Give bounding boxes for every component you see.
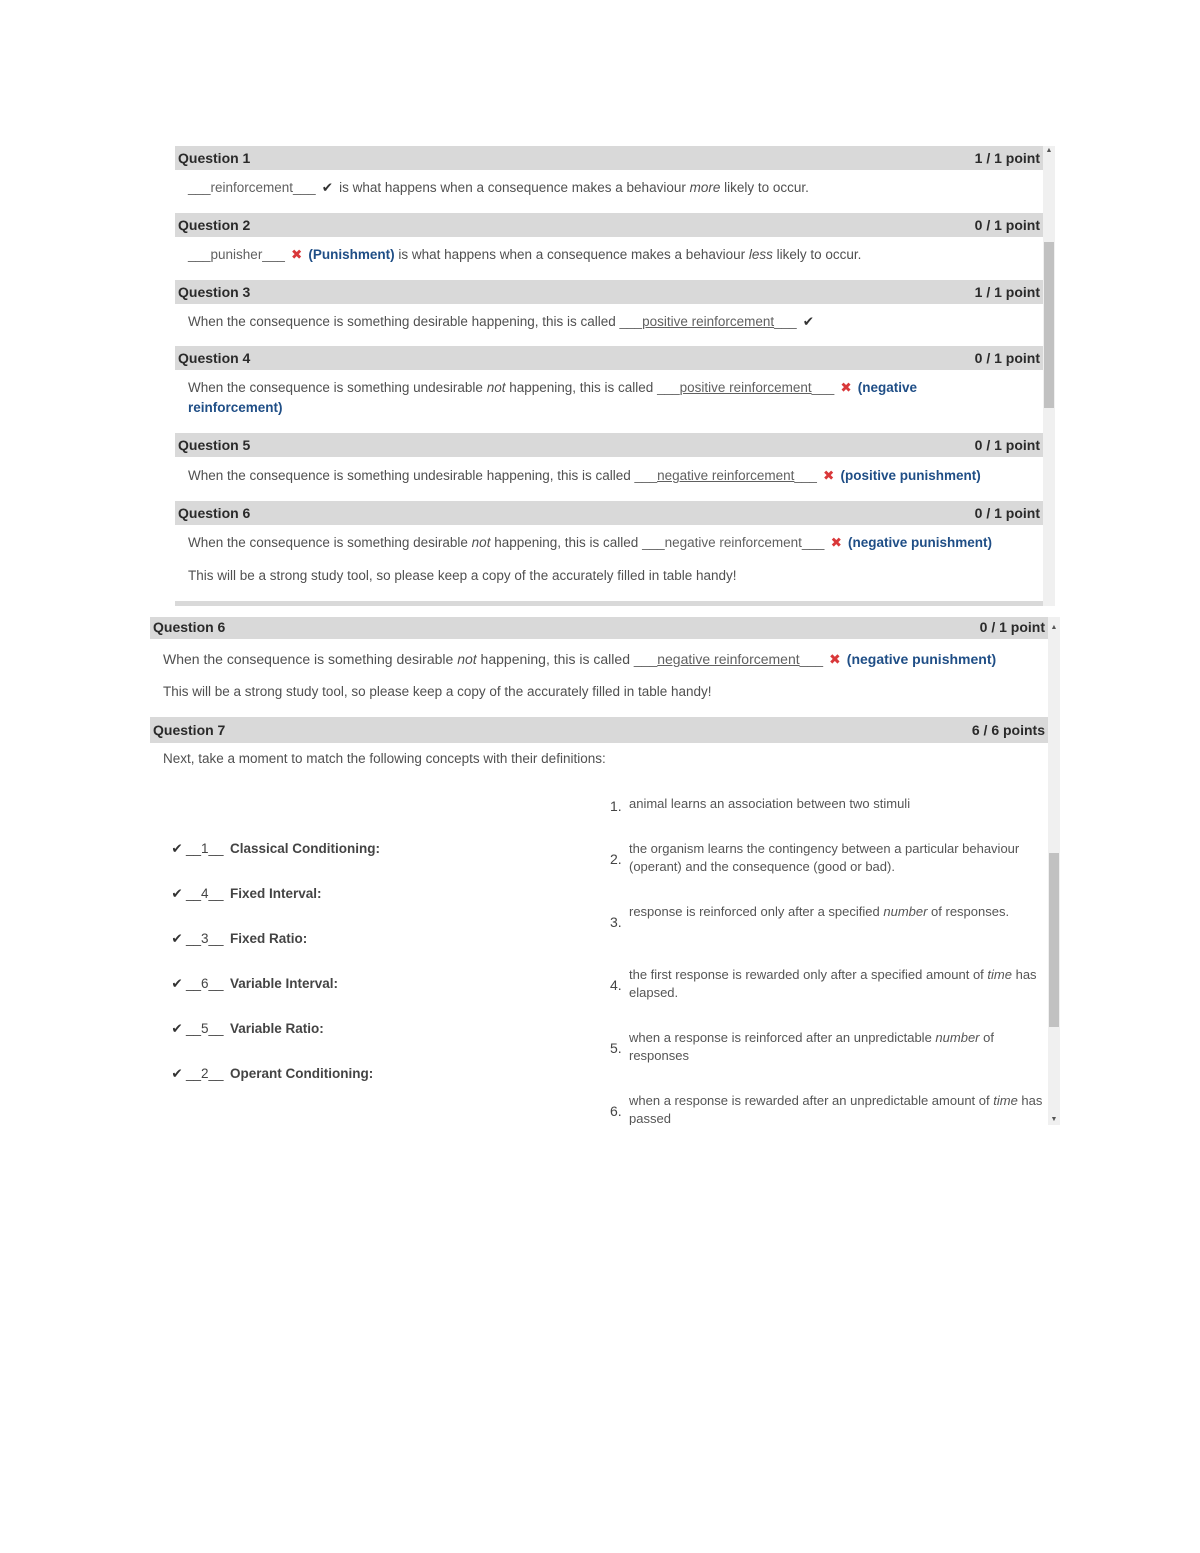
blank-post: ___	[794, 468, 817, 483]
student-answer: negative reinforcement	[657, 651, 800, 667]
match-concept: Classical Conditioning:	[230, 841, 381, 856]
panel-2-scrollbar[interactable]	[1048, 617, 1060, 1125]
definition-text-part: has passed	[629, 1093, 1043, 1125]
question-title: Question 7	[153, 722, 226, 738]
question-text-emphasis: not	[486, 380, 506, 395]
definition-text	[629, 840, 1048, 876]
question-7-header-edge	[175, 601, 1043, 606]
definition-text-part: of responses.	[927, 904, 1010, 919]
definition-text-part: animal learns an association between two stimuli	[629, 796, 911, 811]
question-title: Question 6	[178, 505, 251, 521]
question-text: When the consequence is something undesirable happening, this is called	[188, 468, 635, 483]
match-answer: __4__	[186, 886, 224, 901]
question-6-body	[163, 649, 1044, 669]
question-7-header	[150, 717, 1048, 743]
question-3-body	[188, 312, 1039, 332]
student-answer: positive reinforcement	[679, 380, 812, 395]
question-6-header	[175, 501, 1043, 525]
definition-text-emphasis: number	[935, 1030, 980, 1045]
student-answer: positive reinforcement	[642, 314, 775, 329]
student-answer: ___negative reinforcement___	[642, 535, 825, 550]
match-concept: Variable Ratio:	[230, 1021, 324, 1036]
quiz-results-panel-1	[175, 146, 1043, 606]
definition-text-part: when a response is reinforced after an unpredictable	[629, 1030, 936, 1045]
definition-text-part: when a response is rewarded after an unpredictable amount of	[629, 1093, 994, 1108]
definition-text	[629, 903, 1048, 921]
definition-text	[629, 1092, 1048, 1125]
student-answer: ___reinforcement___	[188, 180, 316, 195]
scroll-up-arrow-icon[interactable]: ▲	[1050, 624, 1058, 631]
checkmark-icon: ✔	[171, 886, 183, 901]
question-points: 6 / 6 points	[971, 722, 1045, 738]
question-points: 1 / 1 point	[974, 284, 1040, 300]
question-text: happening, this is called	[476, 651, 634, 667]
definition-item	[610, 795, 1048, 815]
study-note: This will be a strong study tool, so please keep a copy of the accurately filled in table handy!	[188, 568, 737, 583]
match-concept: Fixed Interval:	[230, 886, 322, 901]
definition-number: 5.	[610, 1040, 622, 1056]
match-row-fixed-ratio	[168, 929, 307, 949]
definition-text-part: the first response is rewarded only after a specified amount of	[629, 967, 988, 982]
question-points: 0 / 1 point	[974, 505, 1040, 521]
x-mark-icon: ✖	[290, 247, 303, 262]
question-text-emphasis: more	[689, 180, 721, 195]
definition-item	[610, 840, 1048, 878]
scroll-down-arrow-icon[interactable]: ▼	[1050, 1116, 1058, 1123]
question-text: When the consequence is something desirable happening, this is called	[188, 314, 620, 329]
question-title: Question 3	[178, 284, 251, 300]
match-row-operant-conditioning	[168, 1064, 373, 1084]
question-points: 0 / 1 point	[974, 437, 1040, 453]
question-7-instruction: Next, take a moment to match the following concepts with their definitions:	[163, 751, 606, 766]
correct-answer: (negative reinforcement)	[188, 380, 918, 415]
match-row-classical-conditioning	[168, 839, 380, 859]
definition-text-emphasis: time	[987, 967, 1012, 982]
question-text-emphasis: less	[748, 247, 773, 262]
question-title: Question 6	[153, 619, 226, 635]
definition-item	[610, 966, 1048, 1004]
question-2-body	[188, 245, 1039, 265]
question-1-body	[188, 178, 1039, 198]
match-answer: __1__	[186, 841, 224, 856]
question-6-body	[188, 533, 1039, 553]
match-answer: __6__	[186, 976, 224, 991]
checkmark-icon: ✔	[802, 314, 815, 329]
definition-text	[629, 795, 1048, 813]
question-text: happening, this is called	[505, 380, 658, 395]
checkmark-icon: ✔	[171, 931, 183, 946]
match-answer: __3__	[186, 931, 224, 946]
student-answer: ___punisher___	[188, 247, 285, 262]
definition-item	[610, 903, 1048, 941]
question-text: When the consequence is something desirable	[163, 651, 458, 667]
question-text-emphasis: not	[471, 535, 491, 550]
match-answer: __5__	[186, 1021, 224, 1036]
question-text: likely to occur.	[772, 247, 862, 262]
question-text: likely to occur.	[720, 180, 809, 195]
match-row-fixed-interval	[168, 884, 322, 904]
question-text: is what happens when a consequence makes a behaviour	[335, 180, 690, 195]
question-4-header	[175, 346, 1043, 370]
correct-answer: (negative punishment)	[846, 651, 997, 667]
question-title: Question 2	[178, 217, 251, 233]
blank-pre: ___	[657, 380, 680, 395]
quiz-results-panel-2	[150, 617, 1048, 1125]
question-3-header	[175, 280, 1043, 304]
x-mark-icon: ✖	[829, 651, 841, 667]
match-concept: Operant Conditioning:	[230, 1066, 374, 1081]
definition-item	[610, 1029, 1048, 1067]
scrollbar-thumb[interactable]	[1049, 853, 1059, 1027]
question-text: happening, this is called	[490, 535, 643, 550]
definition-item	[610, 1092, 1048, 1125]
match-answer: __2__	[186, 1066, 224, 1081]
definition-text-emphasis: number	[883, 904, 928, 919]
question-points: 0 / 1 point	[974, 350, 1040, 366]
question-title: Question 1	[178, 150, 251, 166]
correct-answer: (negative punishment)	[847, 535, 992, 550]
question-1-header	[175, 146, 1043, 170]
definition-text-part: of responses	[629, 1030, 994, 1063]
blank-post: ___	[799, 651, 824, 667]
question-4-body	[188, 378, 978, 418]
checkmark-icon: ✔	[171, 1066, 183, 1081]
question-title: Question 5	[178, 437, 251, 453]
blank-post: ___	[811, 380, 835, 395]
question-text: When the consequence is something undesirable	[188, 380, 487, 395]
definition-text-part: the organism learns the contingency between a particular behaviour (operant) and the consequence (good or bad).	[629, 841, 1020, 874]
checkmark-icon: ✔	[321, 180, 334, 195]
blank-pre: ___	[619, 314, 643, 329]
question-5-body	[188, 466, 1039, 486]
question-points: 1 / 1 point	[974, 150, 1040, 166]
x-mark-icon: ✖	[823, 468, 835, 483]
student-answer: negative reinforcement	[657, 468, 795, 483]
definition-text-part: response is reinforced only after a specified	[629, 904, 884, 919]
definition-number: 6.	[610, 1103, 622, 1119]
question-points: 0 / 1 point	[979, 619, 1045, 635]
definition-number: 4.	[610, 977, 622, 993]
match-row-variable-ratio	[168, 1019, 324, 1039]
checkmark-icon: ✔	[171, 976, 183, 991]
match-row-variable-interval	[168, 974, 338, 994]
definition-text	[629, 1029, 1048, 1065]
correct-answer: (Punishment)	[308, 247, 395, 262]
definition-number: 1.	[610, 798, 622, 814]
definition-number: 2.	[610, 851, 622, 867]
x-mark-icon: ✖	[830, 535, 842, 550]
match-concept: Variable Interval:	[230, 976, 339, 991]
question-points: 0 / 1 point	[974, 217, 1040, 233]
study-note: This will be a strong study tool, so please keep a copy of the accurately filled in table handy!	[163, 684, 712, 699]
definition-text-part: has elapsed.	[629, 967, 1037, 1000]
checkmark-icon: ✔	[171, 1021, 183, 1036]
x-mark-icon: ✖	[840, 380, 852, 395]
correct-answer: (positive punishment)	[840, 468, 981, 483]
checkmark-icon: ✔	[171, 841, 183, 856]
question-6-header	[150, 617, 1048, 639]
scroll-up-arrow-icon[interactable]: ▲	[1045, 147, 1053, 154]
definition-text	[629, 966, 1048, 1002]
blank-pre: ___	[633, 651, 658, 667]
panel-1-scrollbar[interactable]	[1043, 146, 1055, 606]
definition-text-emphasis: time	[993, 1093, 1018, 1108]
match-concept: Fixed Ratio:	[230, 931, 308, 946]
question-text: When the consequence is something desirable	[188, 535, 472, 550]
question-text: is what happens when a consequence makes a behaviour	[394, 247, 749, 262]
question-title: Question 4	[178, 350, 251, 366]
blank-pre: ___	[634, 468, 658, 483]
question-2-header	[175, 213, 1043, 237]
question-5-header	[175, 433, 1043, 457]
scrollbar-thumb[interactable]	[1044, 242, 1054, 408]
blank-post: ___	[774, 314, 797, 329]
question-text-emphasis: not	[457, 651, 477, 667]
definition-number: 3.	[610, 914, 622, 930]
